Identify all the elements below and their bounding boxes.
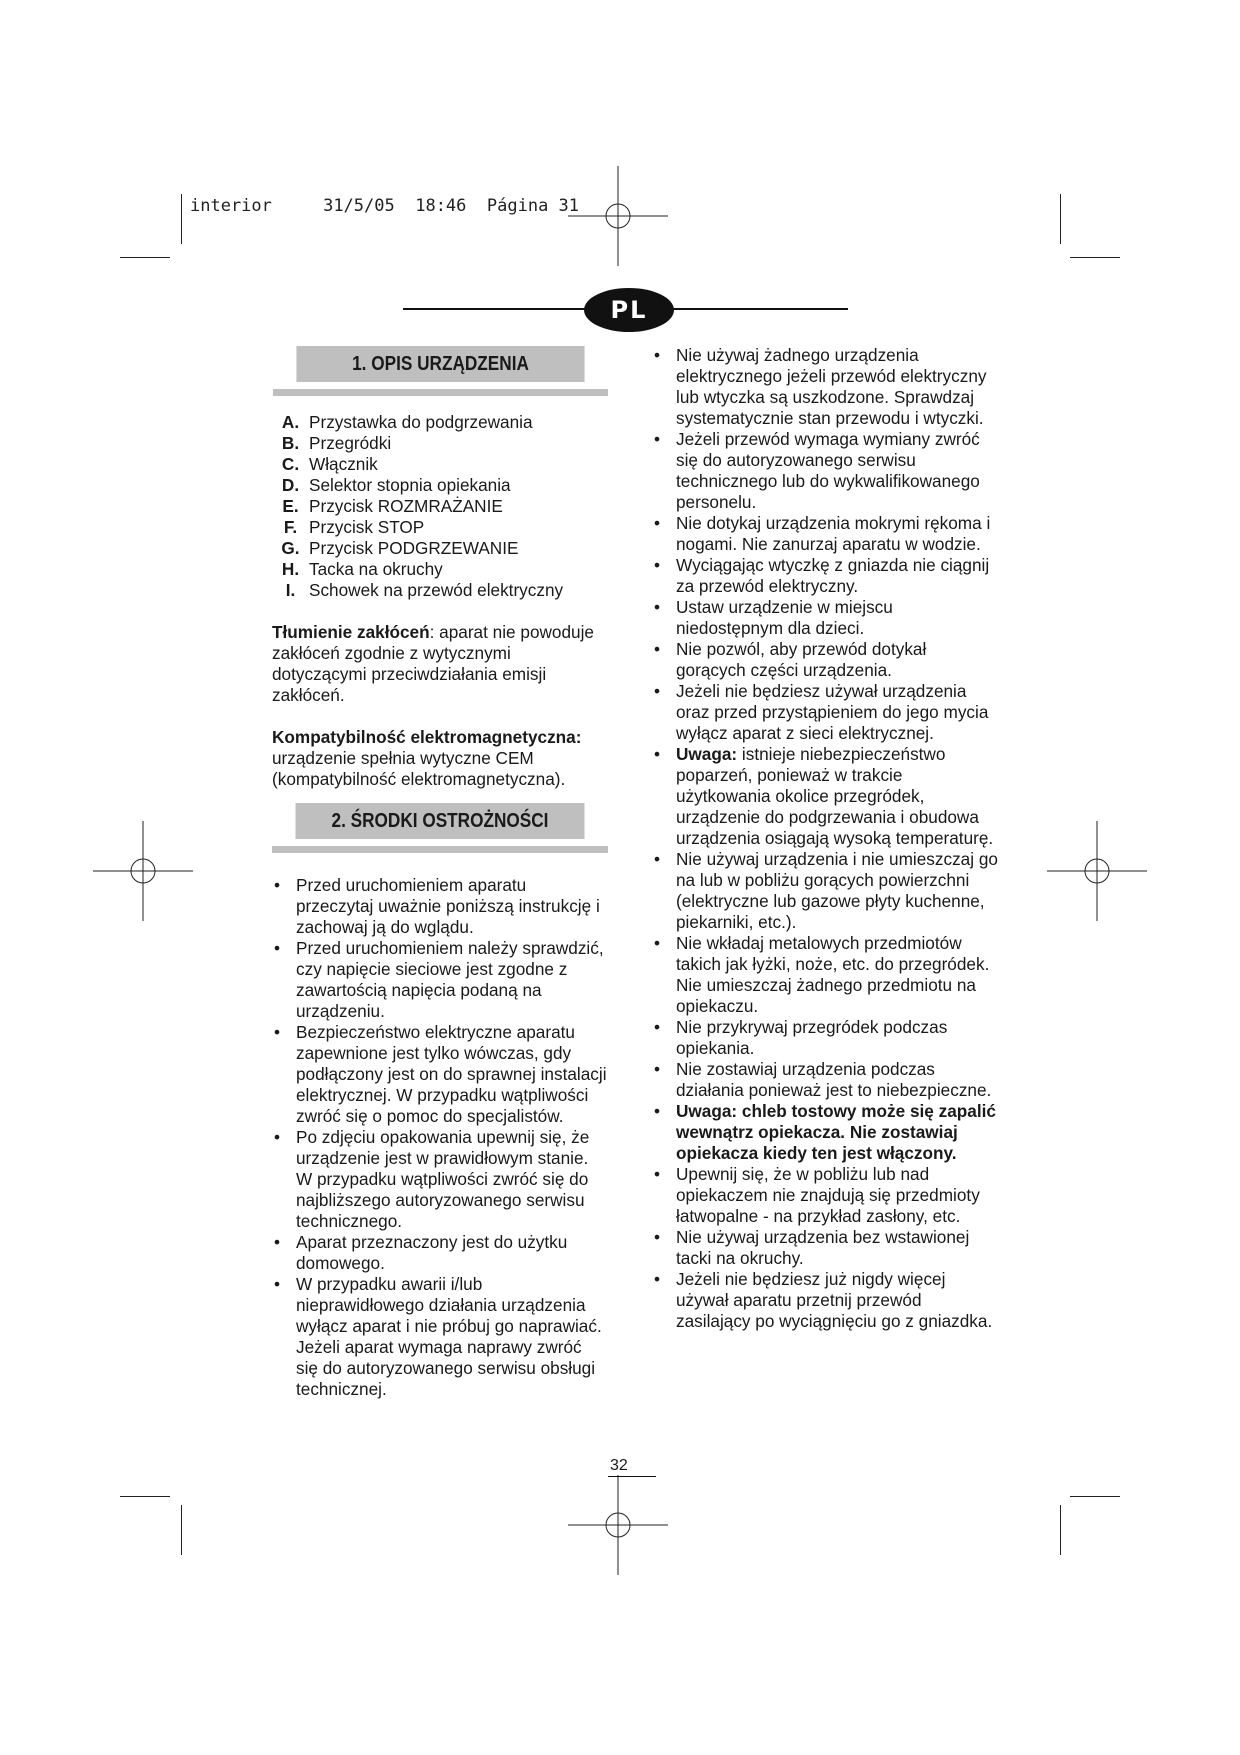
item-body: Jeżeli nie będziesz używał urządzenia oraz przed przystąpieniem do jego mycia wyłącz aparat z sieci elektrycznej. [676, 681, 989, 743]
item-text: Przycisk ROZMRAŻANIE [309, 496, 503, 516]
list-item [272, 1274, 608, 1400]
item-text [676, 555, 1000, 597]
list-item [272, 412, 608, 433]
item-letter: E. [282, 496, 299, 516]
page-number-underline [608, 1476, 656, 1477]
bullet: • [654, 429, 661, 449]
item-text [676, 933, 1000, 1017]
left-column [272, 346, 608, 1400]
item-body: Nie używaj żadnego urządzenia elektrycznego jeżeli przewód elektryczny lub wtyczka są uszkodzone. Sprawdzaj systematycznie stan przewodu i wtyczki. [676, 345, 987, 428]
item-bold: Uwaga: [676, 744, 738, 764]
bullet: • [654, 513, 661, 533]
list-item [652, 933, 1000, 1017]
item-body: Jeżeli nie będziesz już nigdy więcej używał aparatu przetnij przewód zasilający po wyciągnięciu go z gniazdka. [676, 1269, 993, 1331]
registration-mark [93, 821, 193, 921]
item-letter: F. [283, 517, 298, 537]
crop-mark [120, 1496, 170, 1497]
item-text: Tacka na okruchy [309, 559, 443, 579]
bullet: • [654, 555, 661, 575]
item-text [676, 345, 1000, 429]
item-letter: D. [281, 475, 300, 495]
crop-mark [1060, 194, 1061, 244]
item-text [676, 849, 1000, 933]
right-column [652, 345, 1000, 1332]
list-item [652, 744, 1000, 849]
list-item [652, 681, 1000, 744]
list-item [652, 555, 1000, 597]
list-item [272, 538, 608, 559]
item-body: Wyciągając wtyczkę z gniazda nie ciągnij za przewód elektryczny. [676, 555, 990, 596]
list-item [272, 875, 608, 938]
registration-mark [568, 166, 668, 266]
interference-text: : aparat nie powoduje zakłóceń zgodnie z wytycznymi dotyczącymi przeciwdziałania emisji zakłóceń. [272, 622, 594, 705]
item-text: Przycisk STOP [309, 517, 425, 537]
bullet: • [274, 938, 281, 958]
slug-time: 18:46 [415, 196, 467, 216]
bullet: • [654, 933, 661, 953]
heading-underline [273, 389, 608, 396]
crop-mark [120, 257, 170, 258]
heading-underline [272, 846, 608, 853]
section-2-title: 2. ŚRODKI OSTROŻNOŚCI [296, 803, 585, 839]
slug-date: 31/5/05 [323, 196, 395, 216]
item-text: Przed uruchomieniem należy sprawdzić, czy napięcie sieciowe jest zgodne z zawartością napięcia podaną na urządzeniu. [296, 938, 604, 1021]
item-text [676, 744, 1000, 849]
list-item [652, 1101, 1000, 1164]
emc-label: Kompatybilność elektromagnetyczna: [272, 727, 582, 747]
item-text: Przycisk PODGRZEWANIE [309, 538, 519, 558]
section-1-title: 1. OPIS URZĄDZENIA [296, 346, 584, 382]
item-text: Włącznik [309, 454, 378, 474]
item-text [676, 1059, 1000, 1101]
list-item [652, 1017, 1000, 1059]
parts-list [272, 412, 608, 601]
list-item [652, 849, 1000, 933]
item-body: Nie dotykaj urządzenia mokrymi rękoma i nogami. Nie zanurzaj aparatu w wodzie. [676, 513, 991, 554]
item-text [676, 597, 1000, 639]
item-letter: B. [281, 433, 300, 453]
item-body: Nie używaj urządzenia i nie umieszczaj go na lub w pobliżu gorących powierzchni (elektryczne lub gazowe płyty kuchenne, piekarniki, etc.). [676, 849, 998, 932]
list-item [652, 1269, 1000, 1332]
bullet: • [654, 744, 661, 764]
bullet: • [654, 681, 661, 701]
item-text [676, 1269, 1000, 1332]
list-item [652, 1059, 1000, 1101]
item-text: Schowek na przewód elektryczny [309, 580, 564, 600]
emc-paragraph [272, 727, 608, 790]
print-slug [190, 196, 579, 216]
list-item [272, 1232, 608, 1274]
crop-mark [181, 1505, 182, 1555]
item-text: Przegródki [309, 433, 392, 453]
list-item [652, 1164, 1000, 1227]
bullet: • [654, 639, 661, 659]
slug-file: interior [190, 196, 272, 216]
bullet: • [654, 1269, 661, 1289]
list-item [272, 1127, 608, 1232]
list-item [272, 454, 608, 475]
bullet: • [654, 1101, 661, 1121]
item-text [676, 639, 1000, 681]
bullet: • [654, 849, 661, 869]
list-item [272, 580, 608, 601]
list-item [652, 597, 1000, 639]
item-text [676, 1101, 1000, 1164]
list-item [272, 517, 608, 538]
bullet: • [654, 1164, 661, 1184]
item-body: Ustaw urządzenie w miejscu niedostępnym dla dzieci. [676, 597, 893, 638]
item-text [676, 429, 1000, 513]
item-text: Selektor stopnia opiekania [309, 475, 511, 495]
item-body: Nie przykrywaj przegródek podczas opiekania. [676, 1017, 948, 1058]
emc-text: urządzenie spełnia wytyczne CEM (kompatybilność elektromagnetyczna). [272, 748, 566, 789]
bullet: • [654, 597, 661, 617]
bullet: • [274, 1022, 281, 1042]
interference-paragraph [272, 622, 608, 706]
registration-mark [568, 1475, 668, 1575]
item-text: W przypadku awarii i/lub nieprawidłowego działania urządzenia wyłącz aparat i nie próbuj go naprawiać. Jeżeli aparat wymaga naprawy zwróć się do autoryzowanego serwisu obsługi technicznej. [296, 1274, 602, 1399]
bullet: • [654, 1227, 661, 1247]
language-rule-right [668, 308, 848, 310]
safety-list-right [652, 345, 1000, 1332]
interference-label: Tłumienie zakłóceń [272, 622, 430, 642]
list-item [272, 559, 608, 580]
item-text [676, 681, 1000, 744]
list-item [652, 429, 1000, 513]
item-text [676, 1017, 1000, 1059]
crop-mark [1070, 257, 1120, 258]
section-2-heading [272, 803, 608, 853]
item-body: Nie wkładaj metalowych przedmiotów takich jak łyżki, noże, etc. do przegródek. Nie umieszczaj żadnego przedmiotu na opiekaczu. [676, 933, 990, 1016]
list-item [272, 1022, 608, 1127]
list-item [272, 938, 608, 1022]
item-body: istnieje niebezpieczeństwo poparzeń, ponieważ w trakcie użytkowania okolice przegródek, urządzenie do podgrzewania i obudowa urządzenia osiągają wysoką temperaturę. [676, 744, 994, 848]
list-item [652, 345, 1000, 429]
item-text: Po zdjęciu opakowania upewnij się, że urządzenie jest w prawidłowym stanie. W przypadku wątpliwości zwróć się do najbliższego autoryzowanego serwisu technicznego. [296, 1127, 590, 1231]
item-text [676, 1227, 1000, 1269]
section-1-heading [273, 346, 608, 396]
page-number: 32 [610, 1457, 628, 1474]
item-text: Przed uruchomieniem aparatu przeczytaj uważnie poniższą instrukcję i zachowaj ją do wglądu. [296, 875, 600, 937]
list-item [652, 513, 1000, 555]
list-item [272, 475, 608, 496]
language-rule-left [403, 308, 589, 310]
item-letter: G. [281, 538, 300, 558]
bullet: • [654, 1017, 661, 1037]
list-item [652, 1227, 1000, 1269]
registration-mark [1047, 821, 1147, 921]
bullet: • [274, 1232, 281, 1252]
item-body: Nie zostawiaj urządzenia podczas działania ponieważ jest to niebezpieczne. [676, 1059, 992, 1100]
bullet: • [654, 1059, 661, 1079]
item-body: Nie używaj urządzenia bez wstawionej tacki na okruchy. [676, 1227, 970, 1268]
item-letter: I. [285, 580, 296, 600]
item-bold: Uwaga: chleb tostowy może się zapalić wewnątrz opiekacza. Nie zostawiaj opiekacza kiedy ten jest włączony. [676, 1101, 996, 1163]
item-text [676, 513, 1000, 555]
item-text [676, 1164, 1000, 1227]
bullet: • [274, 875, 281, 895]
item-letter: C. [281, 454, 300, 474]
item-text: Bezpieczeństwo elektryczne aparatu zapewnione jest tylko wówczas, gdy podłączony jest on do sprawnej instalacji elektrycznej. W przypadku wątpliwości zwróć się o pomoc do specjalistów. [296, 1022, 607, 1126]
crop-mark [181, 194, 182, 244]
bullet: • [274, 1274, 281, 1294]
item-text: Aparat przeznaczony jest do użytku domowego. [296, 1232, 568, 1273]
bullet: • [654, 345, 661, 365]
bullet: • [274, 1127, 281, 1147]
list-item [272, 433, 608, 454]
language-badge: PL [584, 288, 674, 332]
slug-page: Página 31 [486, 196, 580, 216]
item-body: Nie pozwól, aby przewód dotykał gorących części urządzenia. [676, 639, 927, 680]
item-text: Przystawka do podgrzewania [309, 412, 533, 432]
crop-mark [1070, 1496, 1120, 1497]
list-item [272, 496, 608, 517]
item-letter: H. [281, 559, 300, 579]
crop-mark [1060, 1505, 1061, 1555]
list-item [652, 639, 1000, 681]
item-letter: A. [281, 412, 300, 432]
item-body: Jeżeli przewód wymaga wymiany zwróć się do autoryzowanego serwisu technicznego lub do wykwalifikowanego personelu. [676, 429, 980, 512]
safety-list-left [272, 875, 608, 1400]
item-body: Upewnij się, że w pobliżu lub nad opiekaczem nie znajdują się przedmioty łatwopalne - na przykład zasłony, etc. [676, 1164, 980, 1226]
